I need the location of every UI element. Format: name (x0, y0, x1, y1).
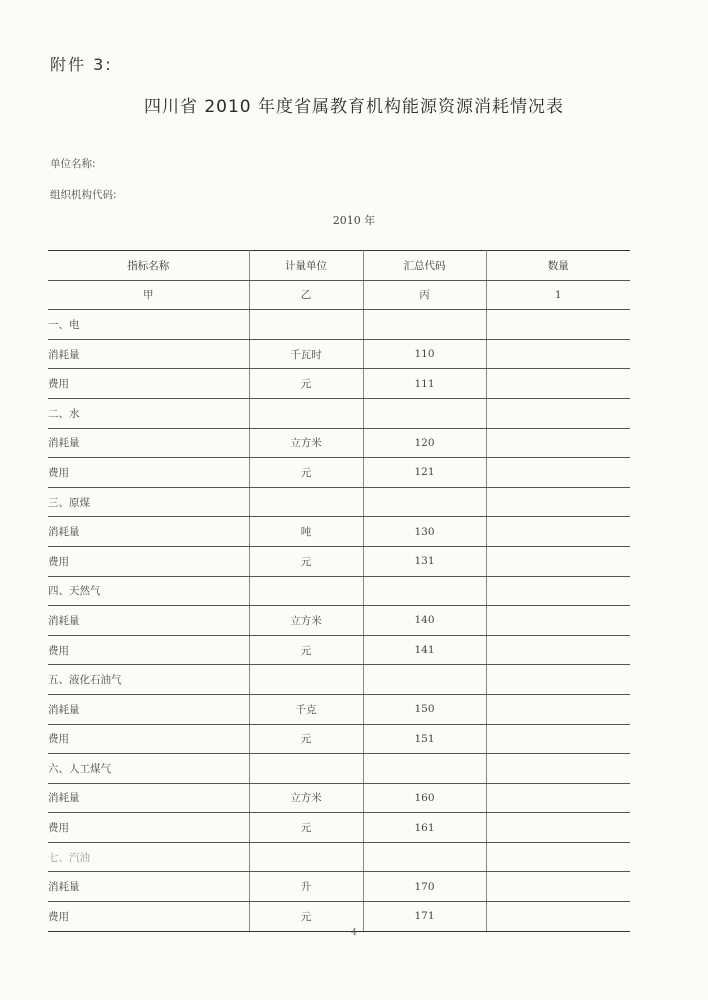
table-row (48, 369, 630, 399)
category-row (48, 576, 630, 606)
item-quantity[interactable] (486, 724, 630, 754)
item-unit: 元 (249, 724, 363, 754)
table-cell (363, 576, 486, 606)
item-code: 170 (363, 872, 486, 902)
table-row (48, 428, 630, 458)
item-name: 费用 (48, 546, 249, 576)
table-row (48, 813, 630, 843)
table-row (48, 694, 630, 724)
item-quantity[interactable] (486, 428, 630, 458)
item-name: 消耗量 (48, 872, 249, 902)
category-name: 七、汽油 (48, 842, 249, 872)
table-row (48, 902, 630, 932)
item-code: 171 (363, 902, 486, 932)
year-label: 2010 年 (332, 214, 376, 227)
table-cell (486, 842, 630, 872)
index-cell-a: 甲 (48, 280, 249, 310)
item-code: 151 (363, 724, 486, 754)
table-row (48, 783, 630, 813)
table-cell (249, 310, 363, 340)
item-code: 160 (363, 783, 486, 813)
item-name: 费用 (48, 813, 249, 843)
attachment-label: 附件 3: (50, 55, 113, 74)
table-row (48, 339, 630, 369)
index-cell-b: 乙 (249, 280, 363, 310)
table-index-row (48, 280, 630, 310)
table-cell (486, 665, 630, 695)
item-name: 消耗量 (48, 339, 249, 369)
item-quantity[interactable] (486, 635, 630, 665)
table-cell (363, 665, 486, 695)
item-unit: 千克 (249, 694, 363, 724)
table-cell (249, 487, 363, 517)
item-unit: 立方米 (249, 428, 363, 458)
item-name: 费用 (48, 724, 249, 754)
item-code: 131 (363, 546, 486, 576)
index-cell-c: 丙 (363, 280, 486, 310)
table-cell (363, 310, 486, 340)
item-code: 121 (363, 458, 486, 488)
table-cell (486, 487, 630, 517)
item-unit: 元 (249, 813, 363, 843)
item-unit: 升 (249, 872, 363, 902)
category-name: 一、电 (48, 310, 249, 340)
energy-consumption-table (48, 250, 630, 932)
category-row (48, 754, 630, 784)
item-code: 120 (363, 428, 486, 458)
item-quantity[interactable] (486, 872, 630, 902)
item-name: 费用 (48, 458, 249, 488)
category-row (48, 310, 630, 340)
table-cell (363, 487, 486, 517)
table-cell (249, 576, 363, 606)
item-unit: 千瓦时 (249, 339, 363, 369)
category-row (48, 665, 630, 695)
category-row (48, 842, 630, 872)
item-quantity[interactable] (486, 458, 630, 488)
table-cell (363, 398, 486, 428)
table-cell (486, 754, 630, 784)
item-quantity[interactable] (486, 369, 630, 399)
table-cell (486, 398, 630, 428)
item-quantity[interactable] (486, 517, 630, 547)
table-row (48, 724, 630, 754)
item-quantity[interactable] (486, 783, 630, 813)
unit-name-label: 单位名称: (50, 158, 96, 170)
item-name: 费用 (48, 902, 249, 932)
item-unit: 元 (249, 458, 363, 488)
category-name: 三、原煤 (48, 487, 249, 517)
item-code: 141 (363, 635, 486, 665)
item-code: 161 (363, 813, 486, 843)
item-quantity[interactable] (486, 902, 630, 932)
item-unit: 元 (249, 546, 363, 576)
category-name: 四、天然气 (48, 576, 249, 606)
table-cell (249, 754, 363, 784)
page-number: 4 (351, 928, 357, 938)
item-unit: 吨 (249, 517, 363, 547)
category-row (48, 487, 630, 517)
table-row (48, 635, 630, 665)
item-quantity[interactable] (486, 339, 630, 369)
page-title: 四川省 2010 年度省属教育机构能源资源消耗情况表 (143, 97, 565, 117)
index-cell-d: 1 (486, 280, 630, 310)
table-row (48, 517, 630, 547)
table-cell (249, 665, 363, 695)
table-row (48, 606, 630, 636)
table-cell (486, 310, 630, 340)
item-unit: 元 (249, 635, 363, 665)
header-summary-code: 汇总代码 (363, 251, 486, 281)
table-row (48, 546, 630, 576)
item-quantity[interactable] (486, 606, 630, 636)
item-code: 140 (363, 606, 486, 636)
item-name: 消耗量 (48, 694, 249, 724)
item-code: 130 (363, 517, 486, 547)
item-name: 消耗量 (48, 783, 249, 813)
item-quantity[interactable] (486, 546, 630, 576)
item-name: 消耗量 (48, 428, 249, 458)
category-row (48, 398, 630, 428)
table-cell (249, 398, 363, 428)
header-quantity: 数量 (486, 251, 630, 281)
item-quantity[interactable] (486, 813, 630, 843)
item-unit: 立方米 (249, 606, 363, 636)
category-name: 六、人工煤气 (48, 754, 249, 784)
item-name: 消耗量 (48, 606, 249, 636)
category-name: 五、液化石油气 (48, 665, 249, 695)
item-quantity[interactable] (486, 694, 630, 724)
table-row (48, 872, 630, 902)
header-unit: 计量单位 (249, 251, 363, 281)
item-code: 110 (363, 339, 486, 369)
category-name: 二、水 (48, 398, 249, 428)
table-header-row (48, 251, 630, 281)
item-name: 费用 (48, 369, 249, 399)
table-row (48, 458, 630, 488)
item-name: 消耗量 (48, 517, 249, 547)
table-cell (363, 754, 486, 784)
table-cell (249, 842, 363, 872)
item-unit: 立方米 (249, 783, 363, 813)
item-unit: 元 (249, 369, 363, 399)
table-cell (363, 842, 486, 872)
item-code: 111 (363, 369, 486, 399)
item-unit: 元 (249, 902, 363, 932)
header-indicator-name: 指标名称 (48, 251, 249, 281)
item-code: 150 (363, 694, 486, 724)
table-cell (486, 576, 630, 606)
item-name: 费用 (48, 635, 249, 665)
org-code-label: 组织机构代码: (50, 189, 117, 201)
